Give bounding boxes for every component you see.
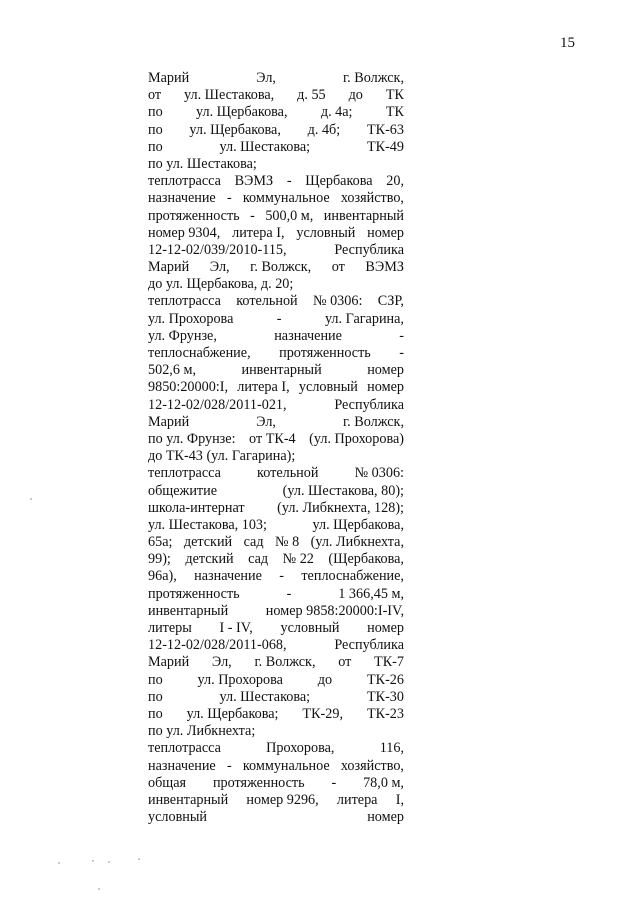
text-word: до ТК-43 (ул. Гагарина);: [148, 448, 296, 465]
text-word: назначение: [194, 568, 262, 585]
text-word: школа-интернат: [148, 499, 245, 516]
text-word: г. Волжск,: [250, 259, 312, 276]
text-line: [148, 87, 404, 104]
text-word: ул. Щербакова,: [196, 104, 288, 121]
text-word: ТК-63: [366, 121, 404, 138]
text-line: [148, 242, 404, 259]
text-word: -: [226, 190, 232, 207]
text-line: [148, 208, 404, 225]
text-line: [148, 672, 404, 689]
text-word: коммунальное: [242, 190, 330, 207]
scan-speck: [92, 860, 94, 862]
text-word: инвентарный: [241, 362, 322, 379]
text-word: по: [148, 671, 163, 688]
text-word: (ул. Либкнехта, 128);: [277, 499, 404, 516]
scan-speck: [138, 858, 140, 860]
text-word: по ул. Фрунзе:: [148, 430, 236, 447]
text-line: [148, 689, 404, 706]
text-line: [148, 568, 404, 585]
text-word: хозяйство,: [340, 190, 404, 207]
text-word: по: [148, 121, 163, 138]
text-line: [148, 723, 404, 740]
text-line: [148, 311, 404, 328]
text-word: условный: [148, 809, 207, 826]
text-word: 65а;: [148, 534, 173, 551]
text-word: ТК: [385, 87, 404, 104]
text-word: Марий: [148, 654, 190, 671]
text-word: до: [317, 671, 333, 688]
text-word: I - IV,: [219, 620, 253, 636]
text-word: теплотрасса: [148, 173, 221, 190]
text-word: Эл,: [209, 259, 230, 276]
text-word: теплоснабжение,: [148, 345, 251, 361]
text-word: котельной: [236, 293, 298, 310]
text-line: [148, 448, 404, 465]
text-word: теплотрасса: [148, 465, 221, 482]
text-word: номер: [367, 224, 404, 241]
text-line: [148, 122, 404, 139]
text-word: ТК-29,: [302, 705, 344, 722]
text-line: [148, 654, 404, 671]
text-word: теплотрасса: [148, 293, 221, 310]
text-word: от ТК-4: [249, 430, 296, 447]
text-word: по ул. Шестакова;: [148, 155, 257, 172]
text-word: г. Волжск,: [254, 654, 316, 671]
text-line: [148, 637, 404, 654]
text-word: 500,0 м,: [265, 207, 314, 224]
text-word: номер 9304,: [148, 224, 221, 241]
text-line: [148, 173, 404, 190]
text-word: литера I,: [237, 379, 290, 396]
text-word: до: [348, 87, 363, 104]
text-word: -: [286, 585, 292, 602]
text-word: Республика: [334, 637, 404, 654]
text-word: ТК: [385, 104, 404, 121]
text-line: [148, 362, 404, 379]
text-line: [148, 620, 404, 637]
text-word: инвентарный: [148, 791, 229, 808]
text-word: -: [250, 207, 255, 224]
text-word: (Щербакова,: [328, 551, 404, 568]
text-line: [148, 293, 404, 310]
text-word: № 22: [282, 551, 314, 568]
text-line: [148, 345, 404, 362]
text-word: 78,0 м,: [363, 774, 404, 791]
text-line: [148, 706, 404, 723]
text-word: СЗР,: [377, 293, 404, 310]
text-word: номер 9858:20000:I-IV,: [265, 602, 404, 619]
text-word: -: [399, 327, 404, 344]
text-word: от: [148, 87, 162, 104]
text-word: номер: [367, 620, 404, 636]
text-word: назначение: [148, 190, 216, 207]
text-word: (ул. Шестакова, 80);: [282, 482, 404, 499]
text-word: 502,6 м,: [148, 362, 196, 379]
text-word: Марий: [148, 413, 190, 430]
text-word: ТК-26: [366, 671, 404, 688]
text-word: номер: [367, 809, 404, 826]
text-word: по: [148, 138, 163, 155]
text-word: теплотрасса: [148, 740, 221, 757]
text-line: [148, 534, 404, 551]
text-line: [148, 551, 404, 568]
text-word: ул. Прохорова: [197, 671, 283, 688]
text-line: [148, 414, 404, 431]
text-word: -: [226, 757, 232, 774]
scan-speck: [58, 862, 60, 864]
text-word: ул. Щербакова;: [186, 705, 279, 722]
text-line: [148, 809, 404, 826]
text-word: условный: [296, 224, 356, 241]
text-word: (ул. Либкнехта,: [310, 534, 404, 551]
text-word: -: [276, 310, 282, 327]
text-line: [148, 740, 404, 757]
text-word: ул. Фрунзе,: [148, 327, 217, 344]
text-word: 9850:20000:I,: [148, 379, 228, 396]
text-word: котельной: [257, 465, 319, 482]
text-line: [148, 792, 404, 809]
text-line: [148, 328, 404, 345]
text-word: ТК-7: [374, 654, 404, 671]
text-word: ТК-49: [366, 138, 404, 155]
text-word: Прохорова,: [266, 740, 335, 757]
text-word: ул. Щербакова,: [189, 121, 281, 138]
text-word: ТК-30: [366, 688, 404, 705]
text-word: ВЭМЗ: [365, 259, 404, 276]
text-word: ул. Гагарина,: [324, 310, 404, 327]
text-word: Эл,: [256, 413, 276, 430]
text-line: [148, 139, 404, 156]
page-number: 15: [560, 35, 575, 51]
text-line: [148, 517, 404, 534]
text-word: по ул. Либкнехта;: [148, 723, 256, 740]
text-line: [148, 465, 404, 482]
text-word: ТК-23: [366, 705, 404, 722]
text-word: 116,: [379, 740, 404, 757]
text-word: (ул. Прохорова): [309, 430, 404, 447]
text-line: [148, 276, 404, 293]
text-line: [148, 603, 404, 620]
text-word: 20,: [386, 173, 404, 190]
text-word: детский: [183, 534, 233, 551]
text-line: [148, 379, 404, 396]
text-word: Щербакова: [305, 173, 373, 190]
text-word: ВЭМЗ: [234, 173, 274, 190]
text-word: номер: [367, 362, 404, 379]
text-line: [148, 225, 404, 242]
text-word: 12-12-02/028/2011-021,: [148, 396, 287, 413]
text-word: № 8: [275, 534, 300, 551]
text-word: 99);: [148, 551, 171, 568]
scan-speck: [98, 888, 100, 890]
text-line: [148, 586, 404, 603]
text-word: Эл,: [256, 70, 276, 86]
text-word: детский: [185, 551, 234, 568]
text-word: назначение: [148, 757, 216, 774]
text-word: № 0306:: [313, 293, 363, 310]
text-word: от: [338, 654, 352, 671]
text-word: теплоснабжение,: [301, 568, 404, 585]
text-word: сад: [243, 534, 264, 551]
text-word: литеры: [148, 620, 192, 636]
text-word: д. 55: [297, 87, 326, 104]
text-word: ул. Шестакова,: [184, 87, 275, 104]
text-word: протяженность: [148, 207, 240, 224]
text-word: общая: [148, 774, 187, 791]
text-line: [148, 70, 404, 87]
text-word: номер 9296,: [246, 791, 319, 808]
text-word: по: [148, 705, 163, 722]
text-word: по: [148, 104, 163, 121]
text-line: [148, 500, 404, 517]
text-word: инвентарный: [148, 602, 229, 619]
text-word: условный: [280, 620, 340, 636]
text-word: по: [148, 688, 163, 705]
text-word: сад: [248, 551, 269, 568]
text-word: -: [331, 774, 337, 791]
text-word: условный: [298, 379, 358, 396]
text-line: [148, 104, 404, 121]
text-line: [148, 431, 404, 448]
text-word: литера: [336, 791, 378, 808]
text-word: Марий: [148, 70, 190, 86]
text-word: № 0306:: [354, 465, 404, 482]
text-word: ул. Щербакова,: [312, 516, 404, 533]
text-word: Республика: [334, 396, 404, 413]
text-word: 96а),: [148, 568, 177, 585]
text-word: г. Волжск,: [342, 413, 404, 430]
text-word: хозяйство,: [340, 757, 404, 774]
text-line: [148, 190, 404, 207]
text-word: г. Волжск,: [342, 70, 404, 86]
scan-speck: [108, 861, 110, 863]
text-line: [148, 775, 404, 792]
text-word: номер: [367, 379, 404, 396]
text-word: ул. Шестакова;: [219, 138, 311, 155]
text-word: I,: [395, 791, 404, 808]
document-body-text: [148, 70, 404, 826]
text-word: коммунальное: [242, 757, 330, 774]
text-word: протяженность: [212, 774, 305, 791]
scan-speck: [30, 498, 32, 500]
text-word: ул. Шестакова;: [219, 688, 311, 705]
text-word: 12-12-02/028/2011-068,: [148, 637, 287, 654]
text-word: -: [286, 173, 292, 190]
text-word: -: [279, 568, 284, 585]
text-word: литера I,: [232, 224, 285, 241]
text-word: д. 4б;: [307, 121, 341, 138]
text-word: -: [399, 345, 404, 361]
text-line: [148, 156, 404, 173]
text-word: назначение: [274, 327, 342, 344]
text-word: общежитие: [148, 482, 218, 499]
text-word: протяженность: [279, 345, 371, 361]
text-word: от: [331, 259, 345, 276]
text-word: до ул. Щербакова, д. 20;: [148, 276, 294, 293]
text-word: Эл,: [211, 654, 232, 671]
text-line: [148, 483, 404, 500]
text-line: [148, 758, 404, 775]
text-word: д. 4а;: [320, 104, 353, 121]
text-word: Марий: [148, 259, 190, 276]
text-word: ул. Шестакова, 103;: [148, 516, 267, 533]
text-line: [148, 397, 404, 414]
text-word: Республика: [334, 241, 404, 258]
text-word: протяженность: [148, 585, 240, 602]
text-line: [148, 259, 404, 276]
text-word: 1 366,45 м,: [338, 585, 404, 602]
text-word: инвентарный: [323, 207, 404, 224]
text-word: ул. Прохорова: [148, 310, 234, 327]
text-word: 12-12-02/039/2010-115,: [148, 241, 287, 258]
